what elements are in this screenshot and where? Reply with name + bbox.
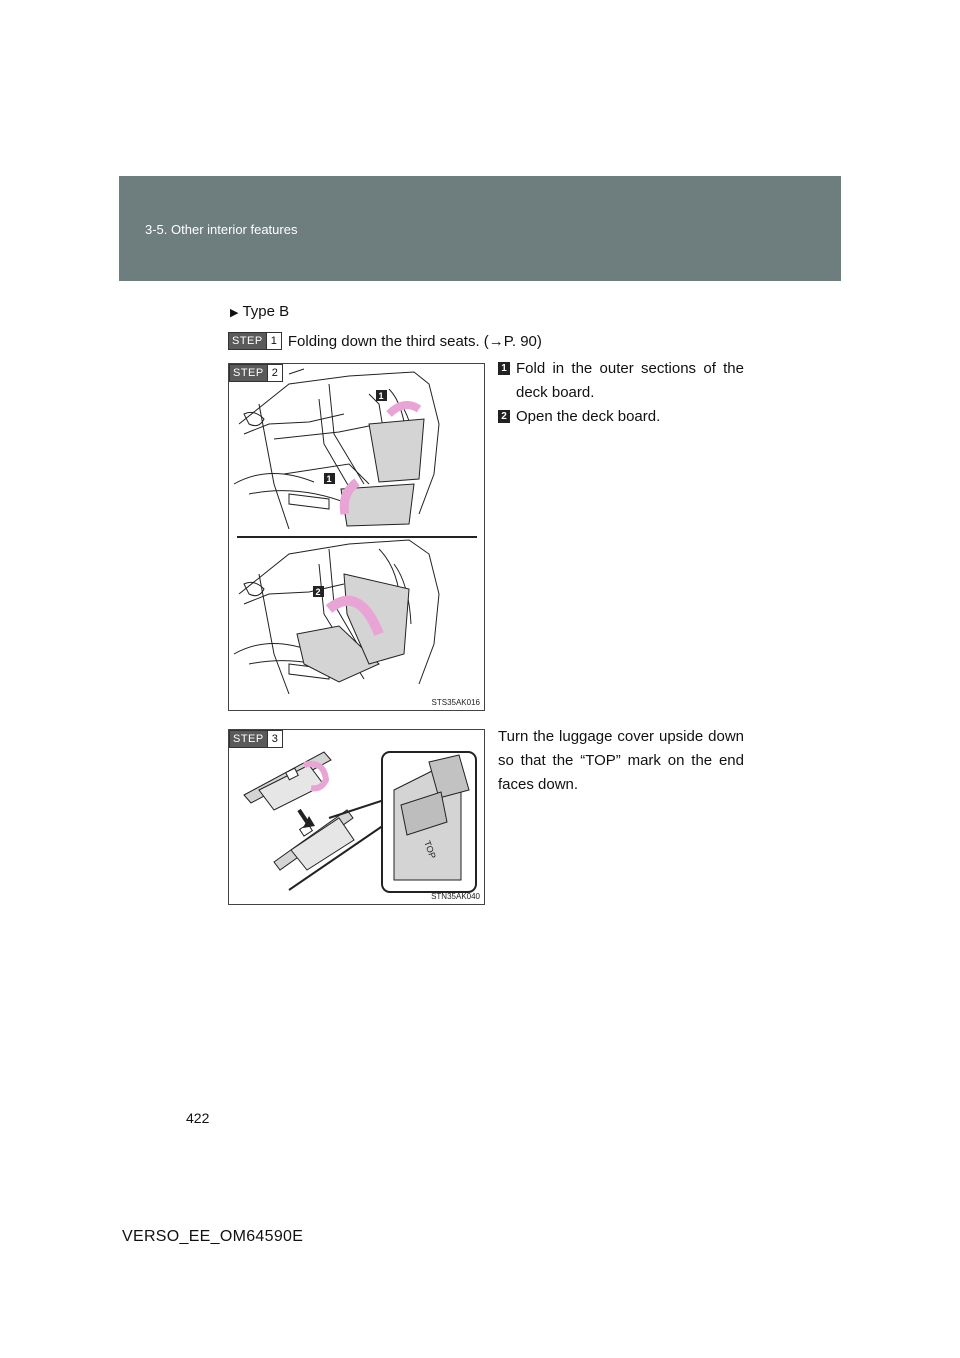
section-header (119, 176, 841, 281)
step-word: STEP (229, 333, 266, 349)
deck-board-illustration (229, 364, 484, 710)
figure-step2 (228, 363, 485, 711)
step3-badge (229, 730, 283, 748)
triangle-bullet-icon: ▶ (230, 307, 239, 319)
type-label-text: Type B (242, 303, 290, 320)
figure-code: STS35AK016 (431, 698, 480, 707)
step1-text: Folding down the third seats. (→P. 90) (287, 332, 542, 350)
figure-code: STN35AK040 (431, 892, 480, 901)
step1-badge (228, 332, 282, 350)
callout-2: 2 (315, 587, 321, 597)
step-number: 1 (266, 333, 281, 349)
page-number: 422 (186, 1110, 210, 1126)
instruction-item-1 (498, 357, 744, 405)
step1-row (228, 332, 542, 350)
step-word: STEP (230, 731, 267, 747)
instruction-text-2: Open the deck board. (516, 408, 661, 425)
section-title: 3-5. Other interior features (145, 222, 298, 237)
step3-text: Turn the luggage cover upside down so that the “TOP” mark on the end faces down. (498, 728, 744, 793)
step-word: STEP (230, 365, 267, 381)
step-number: 3 (267, 731, 282, 747)
instruction-item-2 (498, 405, 744, 429)
type-label (230, 303, 289, 320)
step2-badge (229, 364, 283, 382)
callout-1-top: 1 (378, 391, 384, 401)
instruction-text-1: Fold in the outer sections of the deck board. (516, 360, 744, 401)
callout-1-bottom: 1 (326, 474, 332, 484)
luggage-cover-illustration (229, 730, 484, 904)
top-mark: TOP (422, 839, 438, 860)
number-box-1: 1 (498, 362, 510, 375)
document-code: VERSO_EE_OM64590E (122, 1228, 304, 1245)
figure-step3 (228, 729, 485, 905)
step-number: 2 (267, 365, 282, 381)
number-box-2: 2 (498, 410, 510, 423)
